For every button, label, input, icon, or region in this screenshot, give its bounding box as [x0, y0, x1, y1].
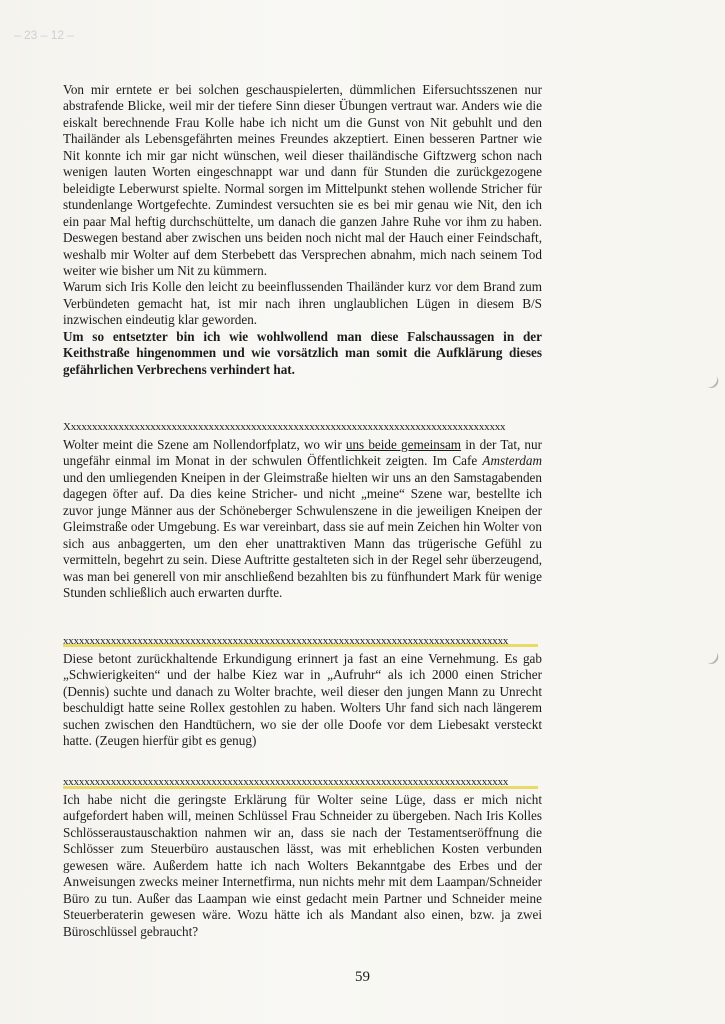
section-2 [63, 437, 542, 602]
header-bleedthrough: – 23 – 12 – [14, 28, 75, 42]
paragraph: Von mir erntete er bei solchen geschauspielerten, dümmlichen Eifersuchtsszenen nur abstrafende Blicke, weil mir der tiefere Sinn dieser Übungen vertraut war. Anders wie die eiskalt berechnende Frau Kolle habe ich nicht um die Gunst von Nit gebuhlt und den Thailänder als Lebensgefährten meines Freundes akzeptiert. Einen besseren Partner wie Nit konnte ich mir gar nicht wünschen, weil dieser thailändische Giftzwerg schon nach wenigen lauten Worten eingeschnappt war und dann für Stunden die zurückgezogene beleidigte Leberwurst spielte. Normal sorgen im Mittelpunkt stehen wollende Stricher für stundenlange Wortgefechte. Zumindest versuchten sie es bei mir genau wie Nit, den ich ein paar Mal heftig durchschüttelte, um danach die ganzen Jahre Ruhe vor ihm zu haben. Deswegen bestand aber zwischen uns beiden noch nicht mal der Hauch einer Feindschaft, weshalb mir Wolter auf dem Sterbebett das Versprechen abnahm, mich nach seinem Tod weiter wie bisher um Nit zu kümmern. [63, 82, 542, 278]
paragraph: Ich habe nicht die geringste Erklärung für Wolter seine Lüge, dass er mich nicht aufgefordert haben will, meinen Schlüssel Frau Schneider zu übergeben. Nach Iris Kolles Schlösseraustauschaktion nahmen wir an, dass sie nach der Testamentseröffnung die Schlösser zum Steuerbüro austauschen lässt, was mit erheblichen Kosten verbunden gewesen wäre. Außerdem hatte ich nach Wolters Bekanntgabe des Erbes und der Anweisungen zwecks meiner Internetfirma, nun nichts mehr mit dem Laampan/Schneider Büro zu tun. Außer das Laampan wie einst gedacht mein Partner und Schneider meine Steuerberaterin gewesen wäre. Wozu hätte ich als Mandant also einen, bzw. ja zwei Büroschlüssel gebraucht? [63, 792, 542, 939]
section-1 [63, 82, 542, 378]
punch-hole-mark [697, 643, 721, 667]
text-run: in der Tat, nur ungefähr einmal im Monat in der schwulen Öffentlichkeit zeigten. Im Cafe [63, 437, 542, 469]
separator-line: Xxxxxxxxxxxxxxxxxxxxxxxxxxxxxxxxxxxxxxxxxxxxxxxxxxxxxxxxxxxxxxxxxxxxxxxxxxxxxxxxxxx [63, 421, 506, 433]
page-number: 59 [355, 969, 370, 985]
section-3 [63, 651, 542, 750]
text-run: Wolter meint die Szene am Nollendorfplatz, wo wir [63, 437, 346, 452]
punch-hole-mark [697, 367, 721, 391]
paragraph: Warum sich Iris Kolle den leicht zu beeinflussenden Thailänder kurz vor dem Brand zum Verbündeten gemacht hat, ist mir nach ihren unglaublichen Lügen in diesem B/S inzwischen eindeutig klar geworden. [63, 279, 542, 328]
separator-line: xxxxxxxxxxxxxxxxxxxxxxxxxxxxxxxxxxxxxxxxxxxxxxxxxxxxxxxxxxxxxxxxxxxxxxxxxxxxxxxxxxxx [63, 776, 509, 788]
bold-paragraph: Um so entsetzter bin ich wie wohlwollend man diese Falschaussagen in der Keithstraße hingenommen und wie vorsätzlich man somit die Aufklärung dieses gefährlichen Verbrechens verhindert hat. [63, 328, 542, 377]
italic-text: Amsterdam [482, 453, 542, 469]
section-4 [63, 792, 542, 940]
text-run: und den umliegenden Kneipen in der Gleimstraße hielten wir uns an den Samstagabenden dagegen öfter auf. Da dies keine Stricher- und nicht „meine“ Szene war, bestellte ich zuvor junge Männer aus der Schöneberger Schwulenszene in die jeweiligen Kneipen der Gleimstraße oder Umgebung. Es war vereinbart, dass sie auf mein Zeichen hin Wolter von sich aus anbaggerten, um den eher unattraktiven Mann das trügerische Gefühl zu vermitteln, begehrt zu sein. Diese Auftritte gestalteten sich in der Regel sehr überzeugend, was man bei generell von mir anschließend bezahlten bis zu fünfhundert Mark für wenige Stunden schließlich auch erwarten durfte. [63, 469, 542, 601]
paragraph [63, 437, 542, 602]
underlined-text: uns beide gemeinsam [345, 437, 462, 452]
paragraph: Diese betont zurückhaltende Erkundigung erinnert ja fast an eine Vernehmung. Es gab „Schwierigkeiten“ und der halbe Kiez war in „Aufruhr“ als ich 2000 einen Stricher (Dennis) suchte und danach zu Wolter brachte, weil dieser den jungen Mann zu Unrecht beschuldigt hatte seine Rollex gestohlen zu haben. Wolters Uhr fand sich nach längerem suchen zwischen den Handtüchern, wo sie der olle Doofe vor dem Liebesakt versteckt hatte. (Zeugen hierfür gibt es genug) [63, 651, 542, 749]
separator-line: xxxxxxxxxxxxxxxxxxxxxxxxxxxxxxxxxxxxxxxxxxxxxxxxxxxxxxxxxxxxxxxxxxxxxxxxxxxxxxxxxxxx [63, 635, 509, 647]
